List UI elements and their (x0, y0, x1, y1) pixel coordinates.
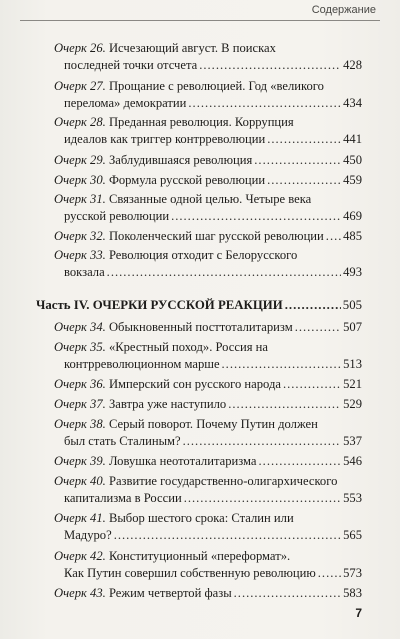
toc-entry-36[interactable]: Очерк 36. Имперский сон русского народа ..... 521 (54, 376, 362, 393)
page-number: 537 (343, 434, 362, 448)
toc-entry-28[interactable]: Очерк 28. Преданная революция. Коррупция идеалов как триггер контрреволюции ..... 441 (54, 114, 362, 148)
toc-entry-27[interactable]: Очерк 27. Прощание с революцией. Год «великого перелома» демократии ..... 434 (54, 78, 362, 112)
toc-entry-31[interactable]: Очерк 31. Связанные одной целью. Четыре века русской революции ..... 469 (54, 191, 362, 225)
page-number: 450 (343, 153, 362, 167)
page-folio: 7 (355, 606, 362, 620)
page-number: 507 (343, 320, 362, 334)
toc-entry-26[interactable]: Очерк 26. Исчезающий август. В поисках последней точки отсчета ..... 428 (54, 40, 362, 74)
running-head: Содержание (311, 4, 376, 16)
page-number: 565 (343, 528, 362, 542)
toc-entry-33[interactable]: Очерк 33. Революция отходит с Белорусского вокзала ..... 493 (54, 247, 362, 281)
toc-entry-40[interactable]: Очерк 40. Развитие государственно-олигархического капитализма в России ..... 553 (54, 473, 362, 507)
page-number: 553 (343, 491, 362, 505)
part-heading[interactable]: Часть IV. ОЧЕРКИ РУССКОЙ РЕАКЦИИ ..... 505 (36, 297, 362, 314)
page-number: 434 (343, 96, 362, 110)
toc-entry-42[interactable]: Очерк 42. Конституционный «переформат». Как Путин совершил собственную революцию ..... 573 (54, 548, 362, 582)
page-number: 493 (343, 265, 362, 279)
toc-entry-32[interactable]: Очерк 32. Поколенческий шаг русской революции ..... 485 (54, 228, 362, 245)
page-number: 529 (343, 397, 362, 411)
toc-entry-43[interactable]: Очерк 43. Режим четвертой фазы ..... 583 (54, 585, 362, 602)
page-number: 505 (342, 298, 362, 312)
toc-entry-30[interactable]: Очерк 30. Формула русской революции ..... 459 (54, 172, 362, 189)
toc-entry-37[interactable]: Очерк 37. Завтра уже наступило ..... 529 (54, 396, 362, 413)
toc-entry-29[interactable]: Очерк 29. Заблудившаяся революция ..... 450 (54, 152, 362, 169)
page-number: 521 (343, 377, 362, 391)
page-number: 441 (343, 132, 362, 146)
page-number: 459 (343, 173, 362, 187)
toc-entry-34[interactable]: Очерк 34. Обыкновенный посттоталитаризм ..... 507 (54, 319, 362, 336)
page-number: 485 (343, 229, 362, 243)
page-number: 513 (343, 357, 362, 371)
toc-entry-38[interactable]: Очерк 38. Серый поворот. Почему Путин должен был стать Сталиным? ..... 537 (54, 416, 362, 450)
toc-entry-35[interactable]: Очерк 35. «Крестный поход». Россия на контрреволюционном марше ..... 513 (54, 339, 362, 373)
page-number: 546 (343, 454, 362, 468)
page-number: 583 (343, 586, 362, 600)
header-rule (20, 20, 380, 21)
toc-entry-39[interactable]: Очерк 39. Ловушка неототалитаризма ..... 546 (54, 453, 362, 470)
toc-entry-41[interactable]: Очерк 41. Выбор шестого срока: Сталин или Мадуро? ..... 565 (54, 510, 362, 544)
page-number: 469 (343, 209, 362, 223)
page-number: 428 (343, 58, 362, 72)
page-number: 573 (343, 566, 362, 580)
